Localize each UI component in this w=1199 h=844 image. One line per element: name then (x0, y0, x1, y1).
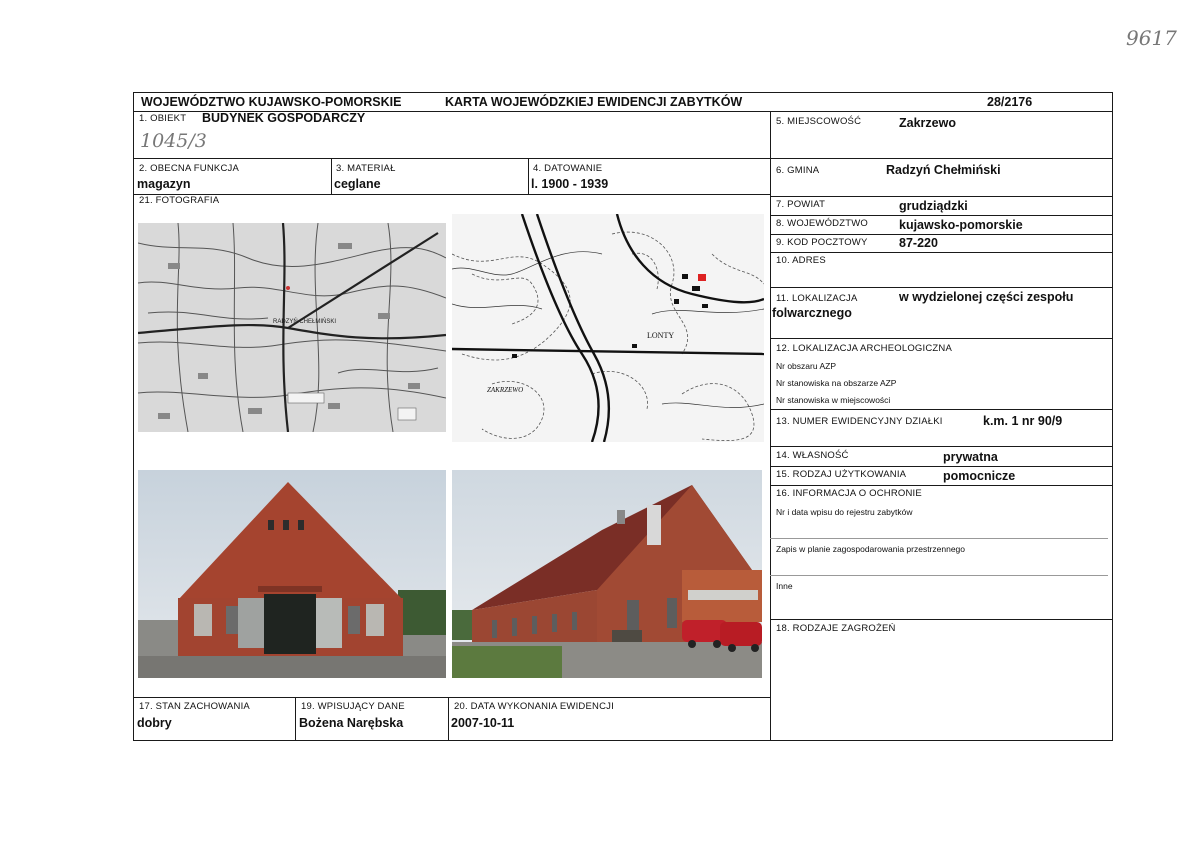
topographic-map-image (452, 214, 764, 442)
condition-value: dobry (137, 716, 172, 730)
card-number: 28/2176 (987, 95, 1033, 109)
map-lonty-label: LONTY (647, 331, 675, 340)
plot-number-label: 13. NUMER EWIDENCYJNY DZIAŁKI (776, 416, 943, 427)
threats-label: 18. RODZAJE ZAGROŻEŃ (776, 623, 896, 634)
ownership-value: prywatna (943, 450, 998, 464)
locality-value: Zakrzewo (899, 116, 956, 130)
ownership-label: 14. WŁASNOŚĆ (776, 450, 849, 461)
postal-code-label: 9. KOD POCZTOWY (776, 237, 868, 248)
protection-label: 16. INFORMACJA O OCHRONIE (776, 488, 922, 499)
function-value: magazyn (137, 177, 191, 191)
material-value: ceglane (334, 177, 381, 191)
usage-label: 15. RODZAJ UŻYTKOWANIA (776, 469, 907, 480)
dating-label: 4. DATOWANIE (533, 163, 603, 174)
dating-value: l. 1900 - 1939 (531, 177, 609, 191)
locality-site-label: Nr stanowiska w miejscowości (776, 395, 891, 405)
locality-label: 5. MIEJSCOWOŚĆ (776, 116, 862, 127)
card-title: KARTA WOJEWÓDZKIEJ EWIDENCJI ZABYTKÓW (445, 95, 743, 109)
road-map-image (138, 223, 446, 432)
plot-number-value: k.m. 1 nr 90/9 (983, 414, 1063, 428)
azp-area-label: Nr obszaru AZP (776, 361, 836, 371)
county-label: 7. POWIAT (776, 199, 826, 210)
condition-label: 17. STAN ZACHOWANIA (139, 701, 250, 712)
postal-code-value: 87-220 (899, 236, 938, 250)
location-label: 11. LOKALIZACJA (776, 293, 858, 304)
usage-value: pomocnicze (943, 469, 1016, 483)
map-village-label: ZAKRZEWO (487, 386, 524, 394)
object-handwritten-number: 1045/3 (140, 130, 207, 152)
material-label: 3. MATERIAŁ (336, 163, 396, 174)
archaeology-label: 12. LOKALIZACJA ARCHEOLOGICZNA (776, 343, 952, 354)
building-side-photo (452, 470, 762, 678)
photography-label: 21. FOTOGRAFIA (139, 195, 220, 206)
object-label: 1. OBIEKT (139, 113, 187, 124)
location-value-line1: w wydzielonej części zespołu (899, 290, 1074, 304)
map-town-label: RADZYŃ CHEŁMIŃSKI (273, 319, 337, 325)
building-front-photo (138, 470, 446, 678)
commune-label: 6. GMINA (776, 165, 820, 176)
entered-by-value: Bożena Narębska (299, 716, 404, 730)
voivodeship-title: WOJEWÓDZTWO KUJAWSKO-POMORSKIE (141, 95, 402, 109)
record-date-value: 2007-10-11 (451, 716, 515, 730)
object-value: BUDYNEK GOSPODARCZY (202, 111, 366, 125)
county-value: grudziądzki (899, 199, 968, 213)
other-label: Inne (776, 581, 793, 591)
voivodeship-label: 8. WOJEWÓDZTWO (776, 218, 868, 229)
corner-archive-number: 9617 (1126, 26, 1177, 50)
commune-value: Radzyń Chełmiński (886, 163, 1001, 177)
register-entry-label: Nr i data wpisu do rejestru zabytków (776, 507, 913, 517)
location-value-line2: folwarcznego (772, 306, 852, 320)
function-label: 2. OBECNA FUNKCJA (139, 163, 240, 174)
entered-by-label: 19. WPISUJĄCY DANE (301, 701, 405, 712)
address-label: 10. ADRES (776, 255, 826, 266)
spatial-plan-label: Zapis w planie zagospodarowania przestrzennego (776, 544, 966, 554)
voivodeship-value: kujawsko-pomorskie (899, 218, 1023, 232)
azp-site-label: Nr stanowiska na obszarze AZP (776, 378, 897, 388)
record-date-label: 20. DATA WYKONANIA EWIDENCJI (454, 701, 614, 712)
